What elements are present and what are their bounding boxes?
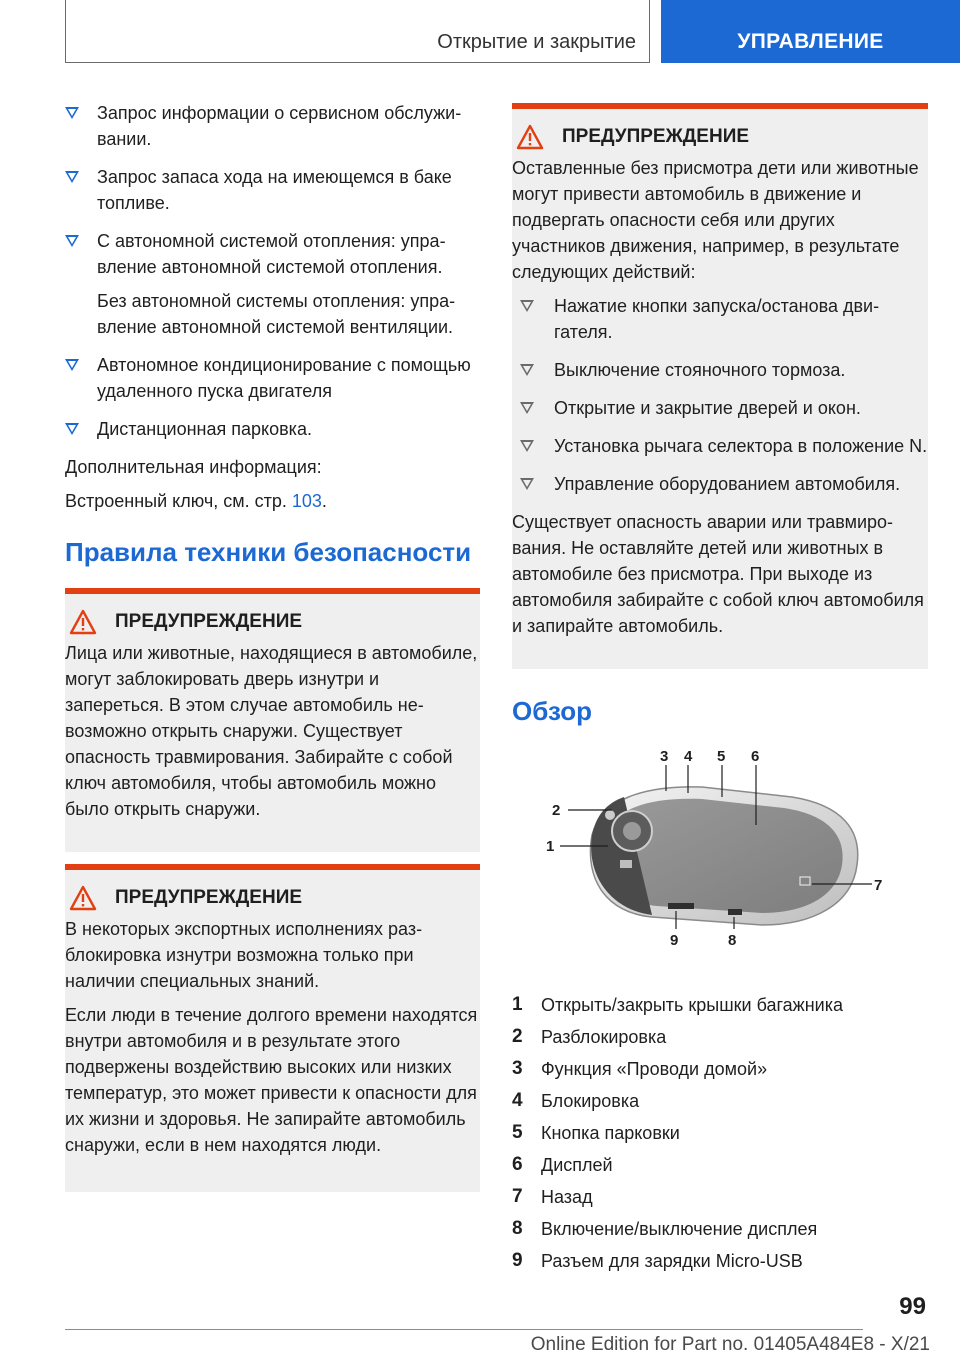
legend-row: 6 Дисплей [512, 1154, 613, 1175]
triangle-bullet-icon [520, 440, 534, 452]
legend-row: 2 Разблокировка [512, 1026, 667, 1047]
key-reference: Встроенный ключ, см. стр. 103. [65, 491, 327, 511]
list-item: Автономное кондиционирование с помощью удаленного пуска двигателя [65, 352, 480, 404]
action-list [512, 293, 928, 497]
list-item: С автономной системой отопления: управление автономной системой отопления. Без автономной системы отопления: управление автономной системой вентиляции. [65, 228, 480, 340]
warning-box [512, 103, 928, 669]
list-item: Выключение стояночного тормоза. [520, 357, 928, 383]
figure-legend [512, 990, 928, 1278]
legend-row: 8 Включение/выключение дисплея [512, 1218, 818, 1239]
triangle-bullet-icon [65, 423, 79, 435]
callout-label: 3 [660, 748, 669, 765]
chapter-tab: УПРАВЛЕНИЕ [661, 0, 960, 63]
callout-label: 7 [874, 877, 883, 894]
page-number: 99 [899, 1293, 926, 1320]
legend-row: 1 Открыть/закрыть крышки багажника [512, 994, 844, 1015]
warning-title: ПРЕДУПРЕЖДЕНИЕ [115, 611, 303, 632]
warning-text: Существует опасность аварии или травмирования. Не оставляйте детей или животных в автомобиле без присмотра. При выходе из автомобиля забирайте с собой ключ автомобиля и запирайте автомобиль. [512, 512, 924, 636]
triangle-bullet-icon [65, 235, 79, 247]
callout-label: 6 [751, 748, 760, 765]
list-item: Дистанционная парковка. [65, 416, 480, 442]
callout-label: 4 [684, 748, 693, 765]
legend-row: 9 Разъем для зарядки Micro-USB [512, 1250, 803, 1271]
legend-row: 5 Кнопка парковки [512, 1122, 680, 1143]
warning-text: В некоторых экспортных исполнениях разблокировка изнутри возможна только при наличии специальных знаний. [65, 919, 423, 991]
warning-box [65, 864, 480, 1192]
list-item: Запрос информации о сервисном обслуживании. [65, 100, 480, 152]
right-column [512, 103, 928, 1278]
legend-row: 4 Блокировка [512, 1090, 640, 1111]
triangle-bullet-icon [520, 300, 534, 312]
list-item: Запрос запаса хода на имеющемся в баке топливе. [65, 164, 480, 216]
list-item: Нажатие кнопки запуска/останова двигателя. [520, 293, 928, 345]
more-info-label: Дополнительная информация: [65, 457, 322, 477]
triangle-bullet-icon [520, 402, 534, 414]
warning-title: ПРЕДУПРЕЖДЕНИЕ [115, 887, 303, 908]
callout-label: 2 [552, 802, 561, 819]
callout-label: 8 [728, 932, 737, 949]
page-link[interactable]: 103 [291, 491, 322, 511]
warning-text: Оставленные без присмотра дети или животные могут привести автомобиль в движение и подвергать опасности себя или других участников движения, например, в результате следующих действий: [512, 158, 919, 282]
list-item: Открытие и закрытие дверей и окон. [520, 395, 928, 421]
warning-triangle-icon [69, 609, 97, 635]
legend-row: 7 Назад [512, 1186, 593, 1207]
warning-triangle-icon [69, 885, 97, 911]
footer-divider [65, 1329, 863, 1330]
list-item: Установка рычага селектора в положение N. [520, 433, 928, 459]
callout-label: 5 [717, 748, 726, 765]
triangle-bullet-icon [65, 359, 79, 371]
key-illustration [512, 745, 928, 965]
callout-label: 1 [546, 838, 555, 855]
section-title: Открытие и закрытие [437, 31, 636, 53]
list-item: Управление оборудованием автомобиля. [520, 471, 928, 497]
left-column [65, 100, 480, 1192]
triangle-bullet-icon [65, 171, 79, 183]
callout-label: 9 [670, 932, 679, 949]
triangle-bullet-icon [520, 364, 534, 376]
warning-box [65, 588, 480, 852]
warning-text: Если люди в течение долгого времени находятся внутри автомобиля и в результате этого подвержены воздействию высоких или низких температур, это может привести к опасности для их жизни и здоровья. Не запирайте автомобиль снаружи, если в нем находятся люди. [65, 1005, 478, 1155]
function-list [65, 100, 480, 442]
warning-triangle-icon [516, 124, 544, 150]
warning-title: ПРЕДУПРЕЖДЕНИЕ [562, 126, 750, 147]
edition-note: Online Edition for Part no. 01405A484E8 - X/21 [530, 1334, 930, 1355]
safety-heading: Правила техники безопасности [65, 537, 472, 567]
triangle-bullet-icon [520, 478, 534, 490]
legend-row: 3 Функция «Проводи домой» [512, 1058, 768, 1079]
triangle-bullet-icon [65, 107, 79, 119]
warning-text: Лица или животные, находящиеся в автомобиле, могут заблокировать дверь изнутри и запереться. В этом случае автомобиль невозможно открыть снаружи. Существует опасность травмирования. Забирайте с собой ключ автомобиля, чтобы автомобиль можно было открыть снаружи. [65, 643, 478, 819]
overview-heading: Обзор [512, 696, 592, 726]
